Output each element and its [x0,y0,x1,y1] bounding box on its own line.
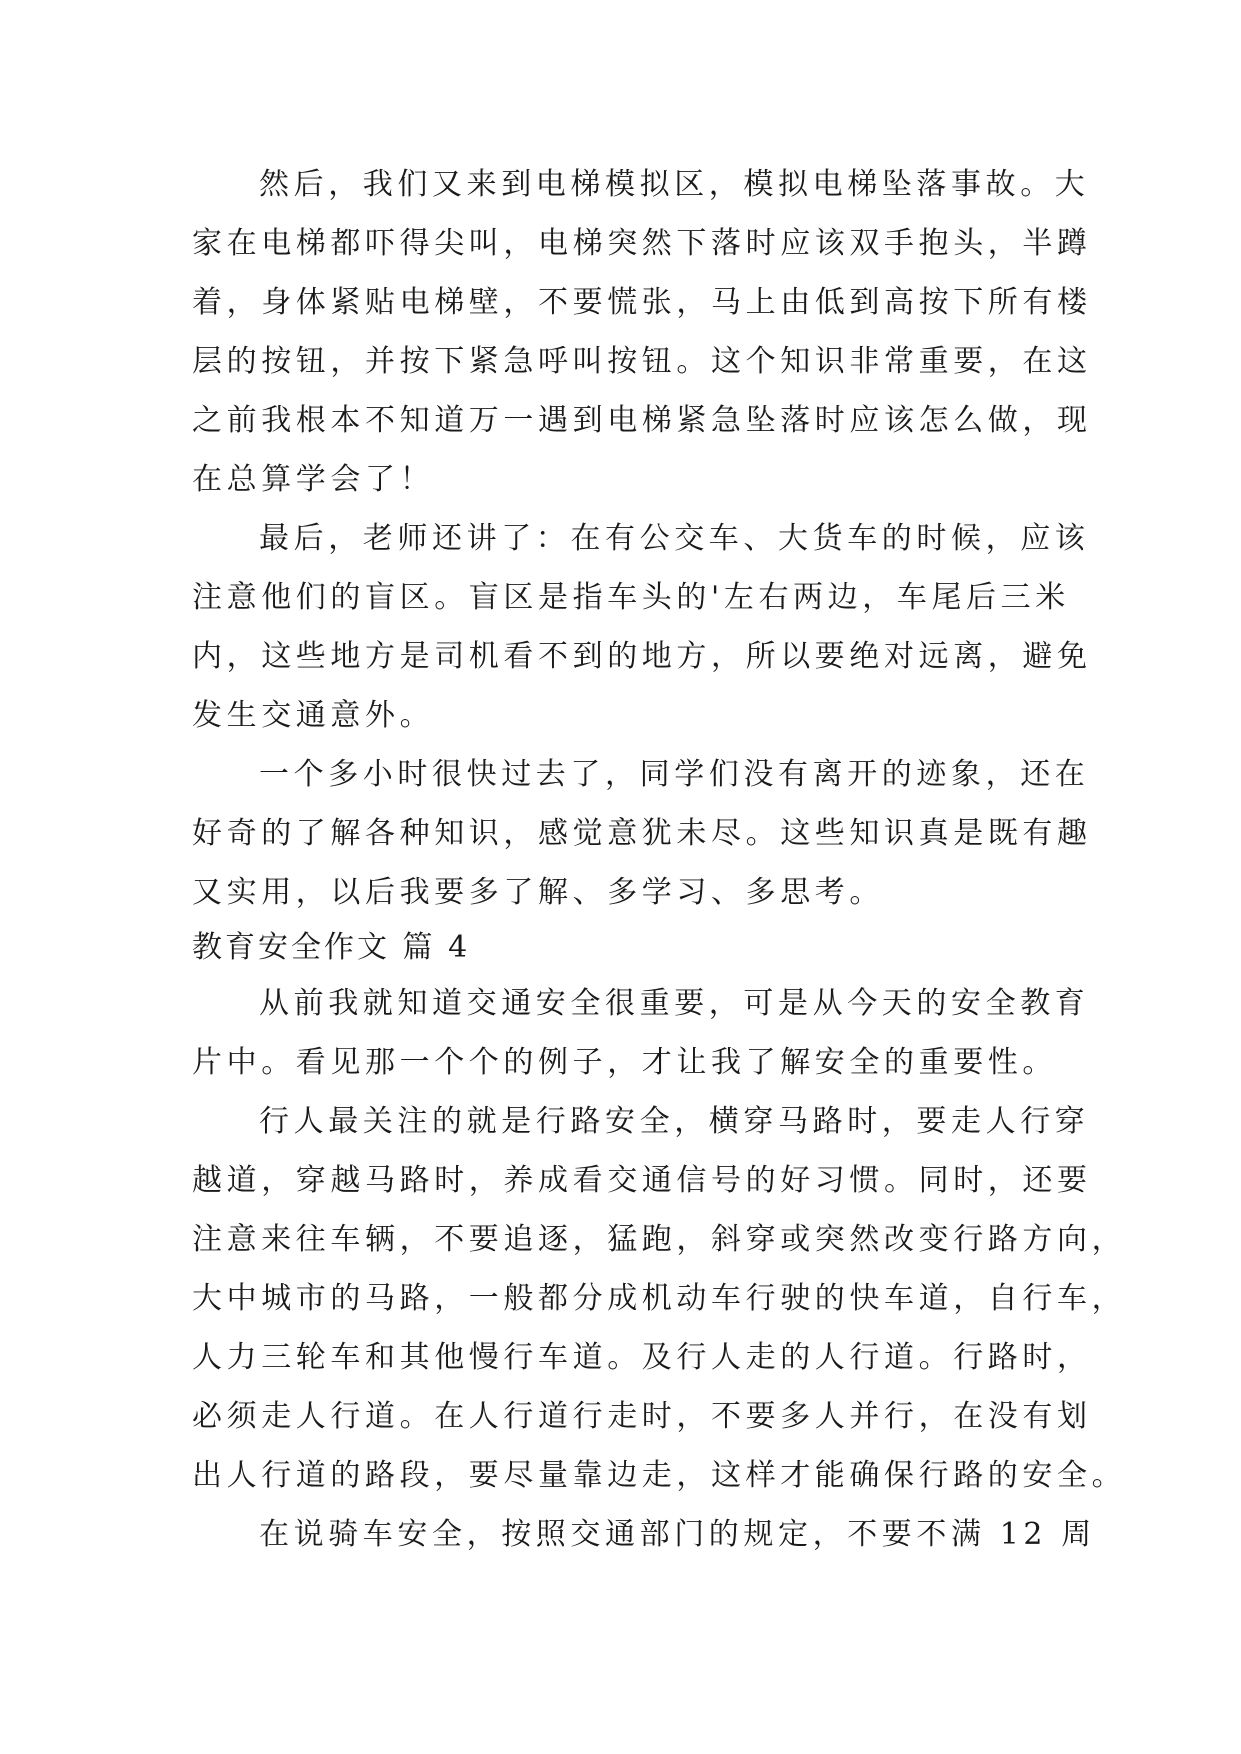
paragraph [192,509,1092,745]
text-line: 从前我就知道交通安全很重要，可是从今天的安全教育 [259,986,1090,1021]
text-line: 又实用，以后我要多了解、多学习、多思考。 [192,875,884,910]
paragraph [192,155,1092,509]
paragraph [192,1505,1096,1564]
text-line: 着，身体紧贴电梯壁，不要慌张，马上由低到高按下所有楼 [192,285,1092,320]
text-line: 之前我根本不知道万一遇到电梯紧急坠落时应该怎么做，现 [192,403,1092,438]
text-line: 在说骑车安全，按照交通部门的规定，不要不满 12 周 [259,1517,1096,1552]
section-heading: 教育安全作文 篇 4 [192,930,471,965]
text-line: 最后，老师还讲了：在有公交车、大货车的时候，应该 [259,521,1090,556]
document-body [192,155,1127,1564]
text-line: 注意他们的盲区。盲区是指车头的'左右两边，车尾后三米 [192,580,1070,615]
text-line: 内，这些地方是司机看不到的地方，所以要绝对远离，避免 [192,639,1092,674]
text-line: 行人最关注的就是行路安全，横穿马路时，要走人行穿 [259,1104,1090,1139]
text-line: 好奇的了解各种知识，感觉意犹未尽。这些知识真是既有趣 [192,816,1092,851]
paragraph [192,1092,1127,1505]
text-line: 然后，我们又来到电梯模拟区，模拟电梯坠落事故。大 [259,167,1090,202]
text-line: 必须走人行道。在人行道行走时，不要多人并行，在没有划 [192,1399,1092,1434]
paragraph [192,745,1092,922]
text-line: 层的按钮，并按下紧急呼叫按钮。这个知识非常重要，在这 [192,344,1092,379]
text-line: 越道，穿越马路时，养成看交通信号的好习惯。同时，还要 [192,1163,1092,1198]
paragraph [192,974,1090,1092]
text-line: 人力三轮车和其他慢行车道。及行人走的人行道。行路时， [192,1340,1092,1375]
text-line: 发生交通意外。 [192,698,435,733]
text-line: 片中。看见那一个个的例子，才让我了解安全的重要性。 [192,1045,1057,1080]
text-line: 一个多小时很快过去了，同学们没有离开的迹象，还在 [259,757,1090,792]
text-line: 出人行道的路段，要尽量靠边走，这样才能确保行路的安全。 [192,1458,1127,1493]
text-line: 家在电梯都吓得尖叫，电梯突然下落时应该双手抱头，半蹲 [192,226,1092,261]
text-line: 大中城市的马路，一般都分成机动车行驶的快车道，自行车， [192,1281,1127,1316]
text-line: 在总算学会了！ [192,462,435,497]
text-line: 注意来往车辆，不要追逐，猛跑，斜穿或突然改变行路方向， [192,1222,1127,1257]
